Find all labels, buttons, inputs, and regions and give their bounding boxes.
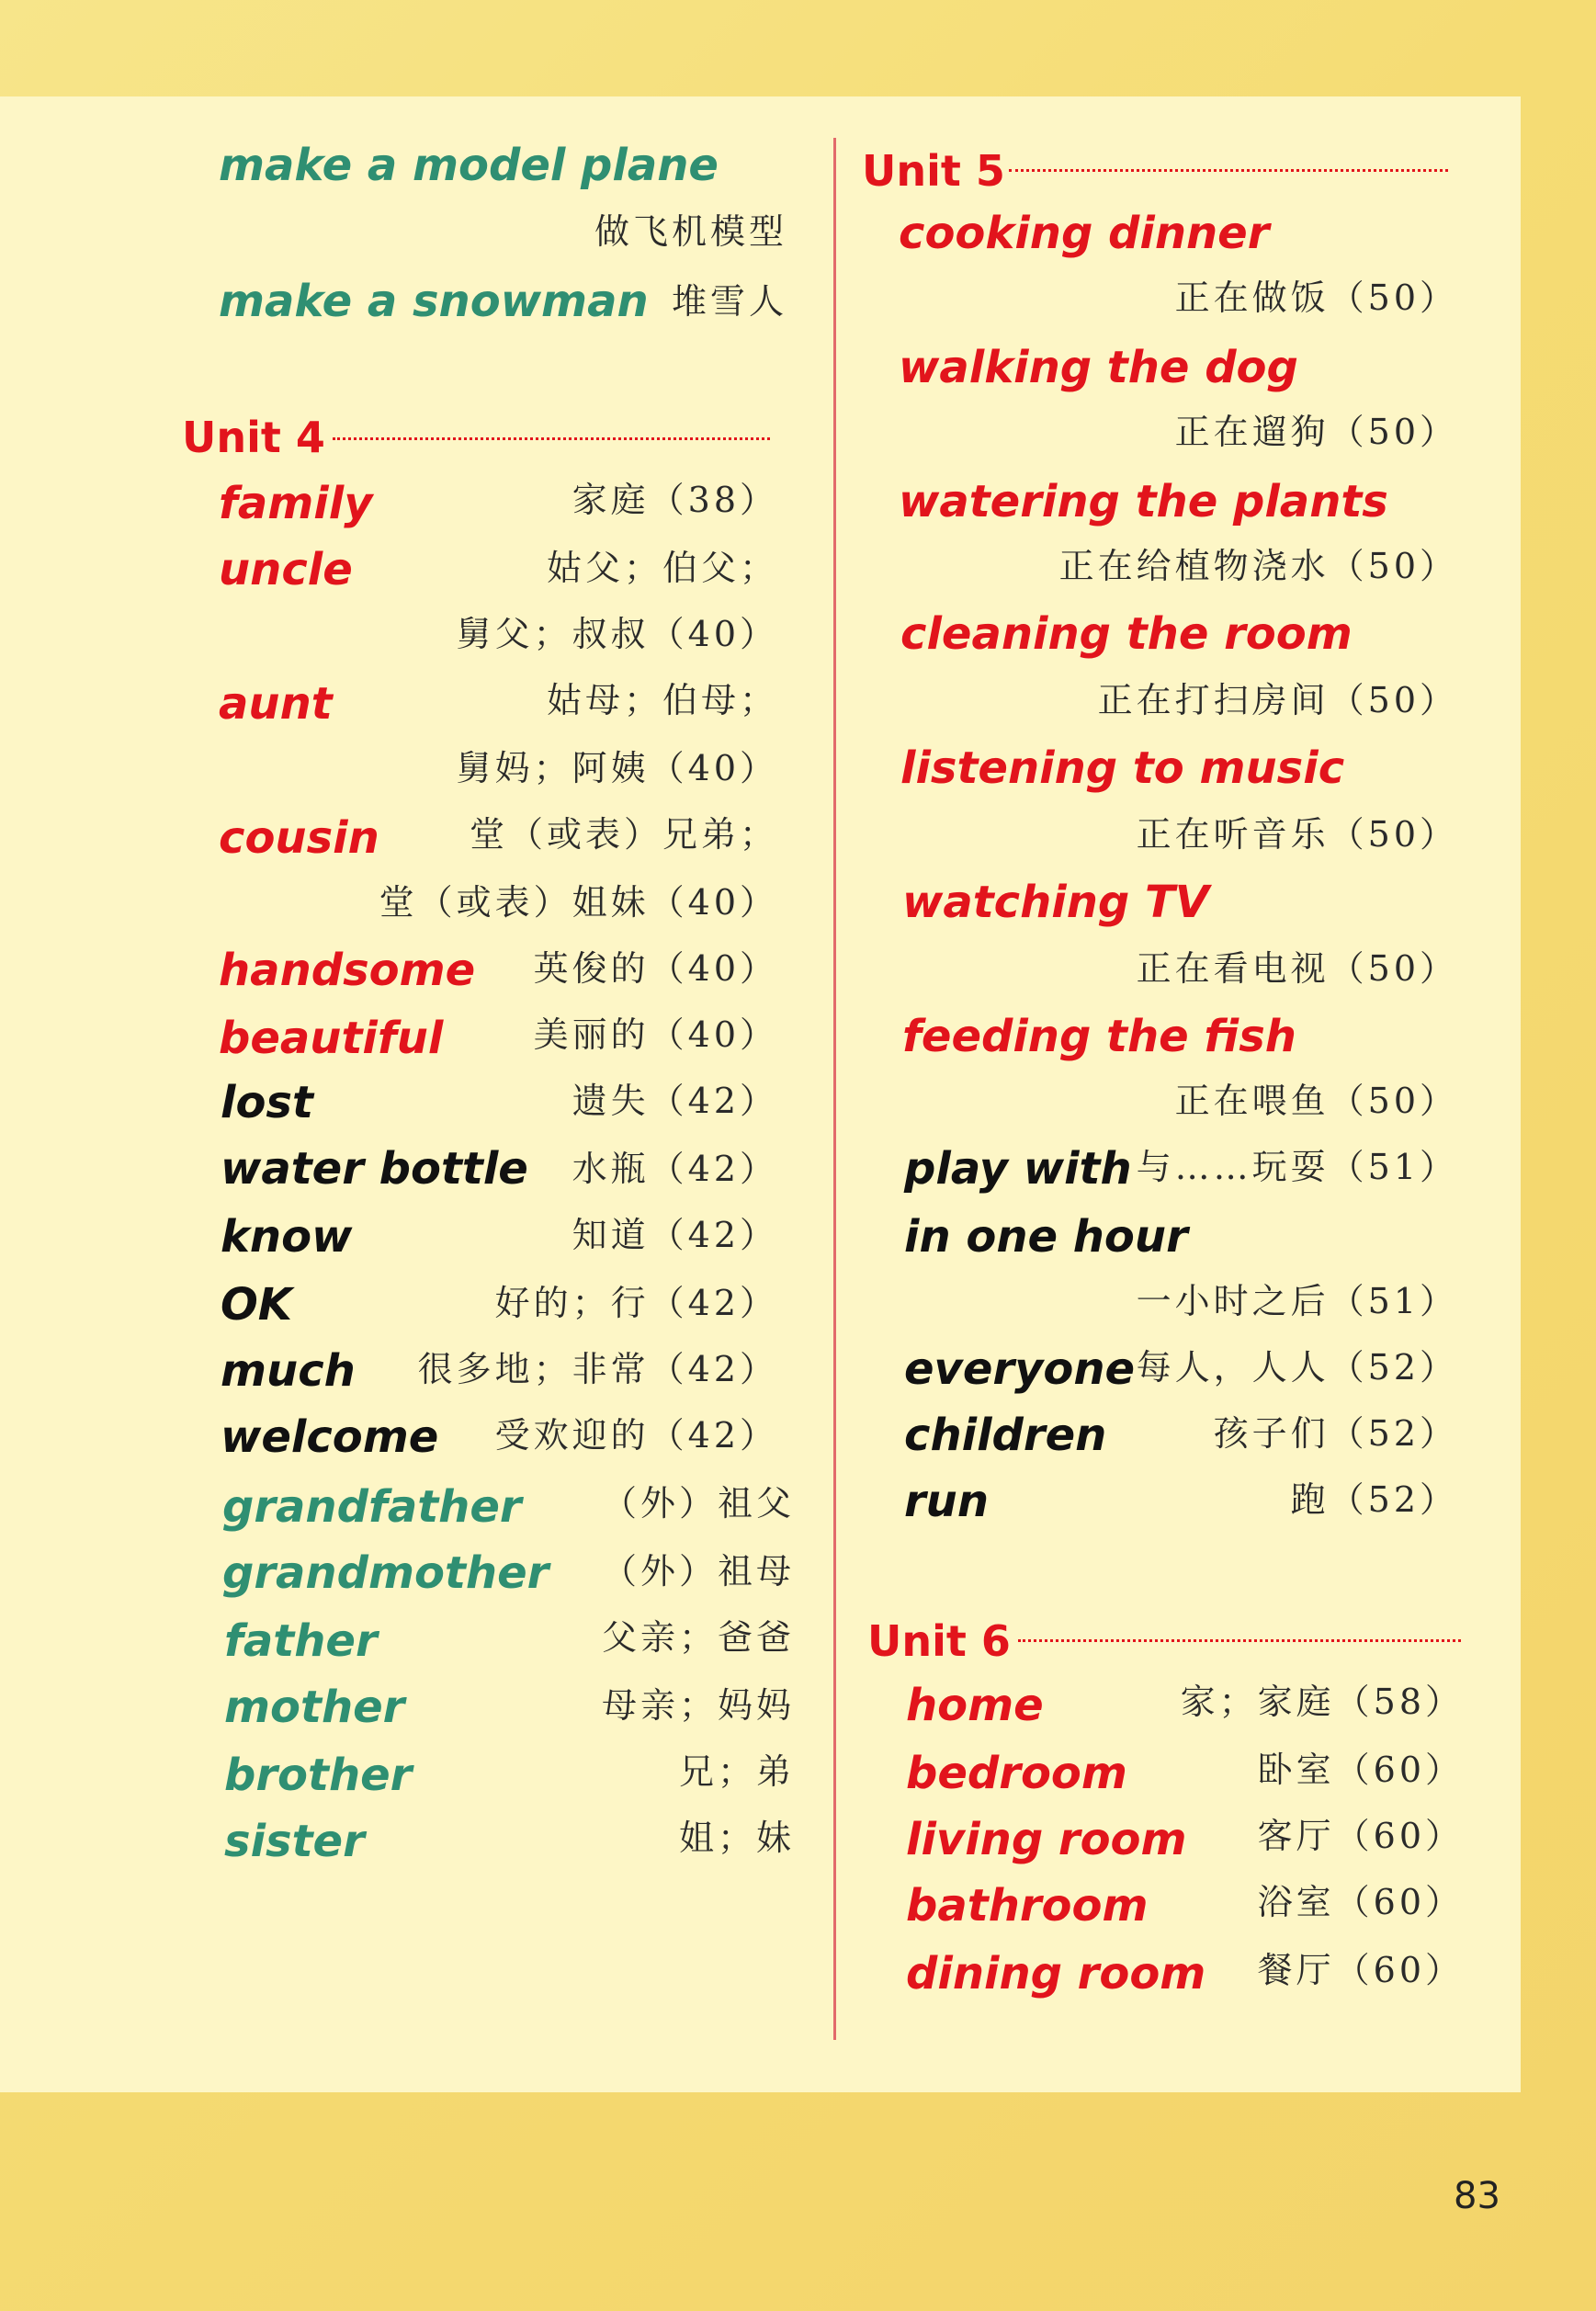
entry-word: in one hour [904, 1211, 1188, 1263]
entry-word: everyone [904, 1343, 1136, 1395]
unit-6-heading: Unit 6 [867, 1616, 1011, 1666]
entry-word: listening to music [900, 742, 1345, 794]
column-divider [833, 138, 836, 2040]
entry-meaning: 英俊的（40） [533, 948, 778, 989]
entry-word: father [224, 1615, 378, 1667]
entry-word: OK [221, 1279, 292, 1331]
entry-meaning: 正在听音乐（50） [1136, 814, 1458, 855]
entry-meaning: 好的；行（42） [494, 1283, 778, 1323]
entry-word: bedroom [906, 1748, 1127, 1799]
entry-meaning: 客厅（60） [1257, 1816, 1464, 1856]
entry-meaning: （外）祖母 [601, 1551, 795, 1592]
unit-4-heading: Unit 4 [182, 413, 325, 462]
entry-meaning: 正在做饭（50） [1174, 278, 1458, 318]
entry-meaning: 与……玩耍（51） [1136, 1147, 1458, 1187]
entry-word: handsome [219, 945, 476, 996]
entry-word: grandfather [222, 1481, 522, 1533]
entry-word: aunt [219, 678, 333, 730]
entry-word: run [904, 1476, 990, 1527]
entry-word: brother [224, 1750, 413, 1801]
entry-word: uncle [219, 544, 353, 595]
entry-meaning-continued: 堂（或表）姐妹（40） [379, 882, 778, 923]
entry-meaning: 孩子们（52） [1213, 1413, 1458, 1454]
entry-meaning: 父亲；爸爸 [601, 1617, 795, 1658]
entry-word: watering the plants [899, 476, 1388, 527]
entry-word: cooking dinner [899, 208, 1270, 259]
heading-leader-dots [333, 437, 770, 440]
entry-meaning: 正在看电视（50） [1136, 948, 1458, 989]
entry-word: much [221, 1345, 356, 1397]
entry-meaning: 做飞机模型 [594, 211, 787, 252]
entry-word: make a model plane [219, 140, 719, 191]
entry-meaning: 很多地；非常（42） [417, 1349, 778, 1389]
entry-meaning: 受欢迎的（42） [494, 1415, 778, 1456]
entry-word: walking the dog [899, 342, 1298, 393]
entry-meaning: 母亲；妈妈 [601, 1685, 795, 1726]
unit-5-heading: Unit 5 [862, 146, 1005, 196]
entry-word: feeding the fish [902, 1011, 1296, 1062]
entry-meaning: 一小时之后（51） [1136, 1281, 1458, 1321]
entry-meaning: 餐厅（60） [1257, 1950, 1464, 1990]
entry-word: children [904, 1410, 1107, 1461]
entry-meaning: 知道（42） [572, 1215, 778, 1255]
entry-meaning: 每人，人人（52） [1136, 1347, 1458, 1388]
entry-word: make a snowman [219, 276, 649, 327]
entry-word: dining room [906, 1948, 1206, 1999]
entry-word: living room [906, 1814, 1187, 1865]
entry-meaning: 浴室（60） [1257, 1882, 1464, 1922]
entry-word: bathroom [906, 1880, 1149, 1931]
entry-meaning: 堂（或表）兄弟； [469, 814, 778, 855]
entry-word: water bottle [221, 1143, 528, 1195]
entry-word: know [221, 1211, 353, 1263]
heading-leader-dots [1009, 169, 1448, 172]
entry-meaning: （外）祖父 [601, 1483, 795, 1524]
entry-meaning: 姑父；伯父； [546, 548, 778, 588]
heading-leader-dots [1018, 1639, 1461, 1642]
entry-meaning: 卧室（60） [1257, 1750, 1464, 1790]
entry-meaning: 遗失（42） [572, 1081, 778, 1121]
entry-word: beautiful [219, 1013, 444, 1064]
entry-meaning: 家庭（38） [572, 480, 778, 520]
entry-meaning: 兄；弟 [678, 1751, 795, 1792]
entry-meaning: 家；家庭（58） [1180, 1682, 1464, 1722]
entry-word: grandmother [222, 1547, 549, 1599]
entry-meaning: 姑母；伯母； [546, 680, 778, 720]
entry-word: welcome [221, 1411, 439, 1463]
entry-word: cousin [219, 812, 379, 864]
entry-word: cleaning the room [900, 608, 1353, 660]
entry-meaning: 正在喂鱼（50） [1174, 1081, 1458, 1121]
entry-word: family [219, 478, 373, 529]
entry-meaning: 美丽的（40） [533, 1014, 778, 1055]
entry-meaning: 正在打扫房间（50） [1097, 680, 1458, 720]
entry-word: lost [221, 1077, 313, 1128]
entry-word: play with [904, 1143, 1132, 1195]
entry-meaning: 跑（52） [1290, 1479, 1458, 1520]
entry-meaning: 正在给植物浇水（50） [1058, 546, 1458, 586]
entry-meaning-continued: 舅妈；阿姨（40） [456, 748, 778, 788]
entry-word: watching TV [902, 877, 1209, 928]
entry-meaning: 堆雪人 [671, 281, 787, 322]
entry-word: home [906, 1680, 1044, 1731]
entry-meaning: 姐；妹 [678, 1818, 795, 1858]
entry-meaning: 水瓶（42） [572, 1149, 778, 1189]
entry-word: mother [224, 1682, 405, 1733]
page-number: 83 [1454, 2175, 1500, 2217]
entry-meaning: 正在遛狗（50） [1174, 412, 1458, 452]
entry-word: sister [224, 1816, 365, 1867]
entry-meaning-continued: 舅父；叔叔（40） [456, 614, 778, 654]
